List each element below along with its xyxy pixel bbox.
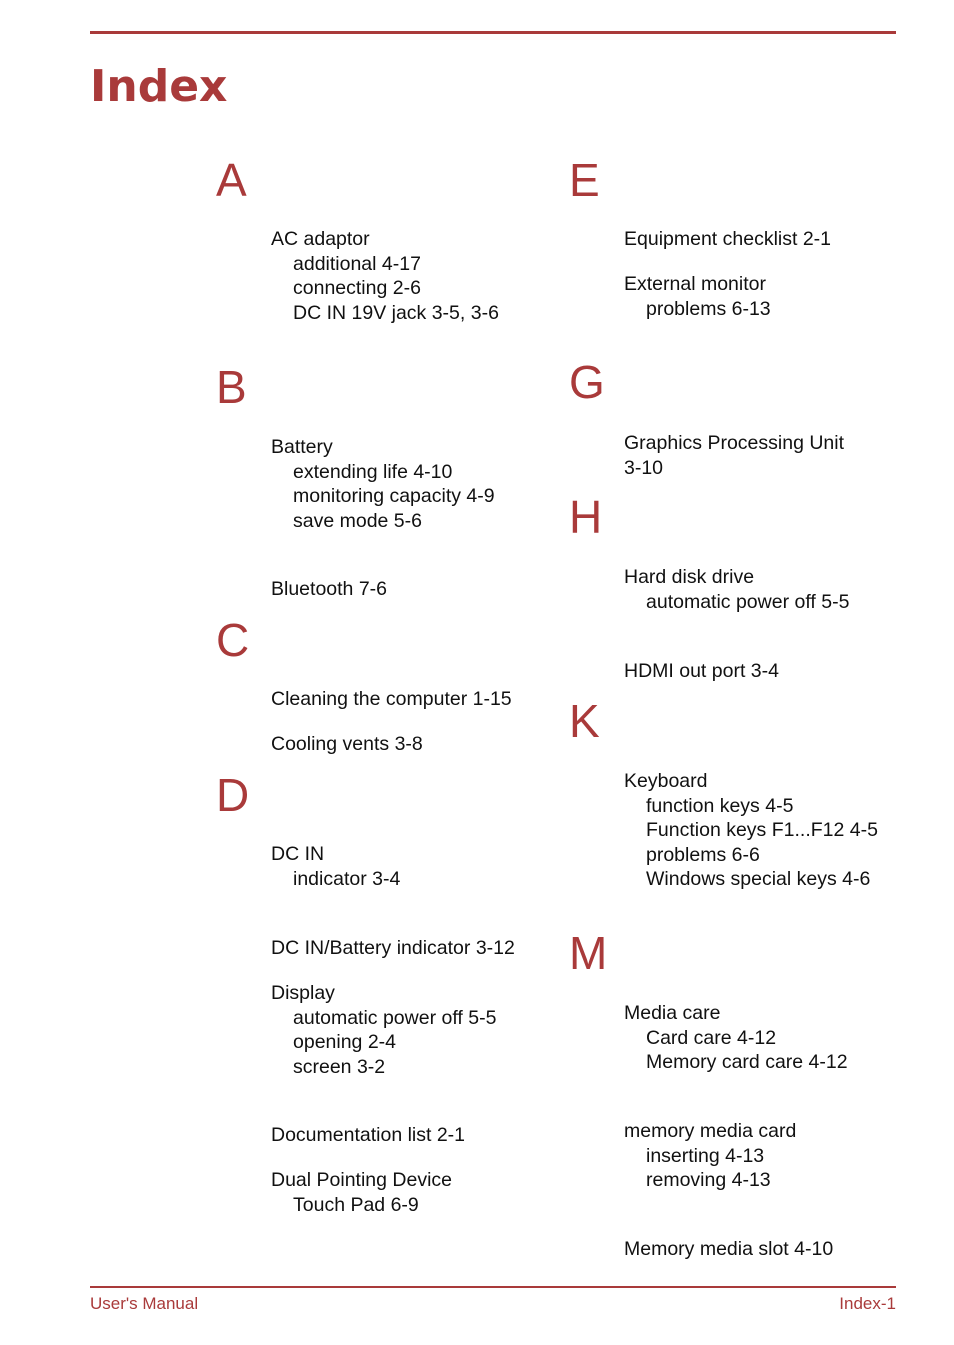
entry-subterm: save mode 5-6	[293, 509, 422, 532]
section-letter-c: C	[216, 614, 250, 666]
entry-subterm: indicator 3-4	[293, 867, 401, 890]
entry-ac-adaptor	[271, 227, 556, 325]
entry-subterm: function keys 4-5	[646, 794, 794, 817]
entry-subterm: Card care 4-12	[646, 1026, 777, 1049]
entry-subterm: Windows special keys 4-6	[646, 868, 871, 890]
entry-subterm: automatic power off 5-5	[646, 590, 850, 613]
section-letter-e: E	[569, 154, 600, 206]
entry-subterm: automatic power off 5-5	[293, 1006, 497, 1029]
entry-term: Equipment checklist 2-1	[624, 228, 832, 250]
entry-dual-pointing	[271, 1168, 556, 1217]
entry-documentation	[271, 1123, 556, 1148]
entry-subterm: DC IN 19V jack 3-5, 3-6	[293, 301, 499, 324]
footer-page-number: Index-1	[839, 1294, 896, 1313]
entry-keyboard	[624, 769, 909, 892]
entry-term-continued: 3-10	[624, 456, 664, 479]
entry-subterm: connecting 2-6	[293, 277, 421, 299]
entry-dc-in-battery	[271, 936, 556, 961]
entry-memory-media-slot	[624, 1237, 909, 1262]
entry-memory-media-card	[624, 1119, 909, 1193]
section-letter-b: B	[216, 361, 247, 413]
entry-gpu	[624, 431, 909, 480]
top-rule	[90, 31, 896, 34]
entry-term: Bluetooth 7-6	[271, 578, 388, 600]
entry-subterm: removing 4-13	[646, 1169, 771, 1191]
entry-subterm: monitoring capacity 4-9	[293, 485, 495, 507]
entry-cooling-vents	[271, 732, 556, 757]
entry-subterm: Memory card care 4-12	[646, 1051, 848, 1073]
section-letter-h: H	[569, 491, 603, 543]
entry-subterm: problems 6-6	[646, 843, 760, 866]
entry-subterm: inserting 4-13	[646, 1144, 765, 1167]
bottom-rule	[90, 1286, 896, 1288]
entry-term: Hard disk drive	[624, 566, 755, 588]
entry-term: Battery	[271, 436, 333, 458]
section-letter-m: M	[569, 927, 608, 979]
entry-term: HDMI out port 3-4	[624, 660, 779, 682]
entry-external-monitor	[624, 272, 909, 321]
entry-equipment	[624, 227, 909, 252]
entry-term: Memory media slot 4-10	[624, 1238, 834, 1260]
entry-subterm: extending life 4-10	[293, 460, 453, 483]
entry-term: Documentation list 2-1	[271, 1124, 466, 1146]
entry-term: Dual Pointing Device	[271, 1169, 453, 1191]
page-title: Index	[90, 61, 228, 112]
entry-term: Media care	[624, 1002, 721, 1024]
entry-term: memory media card	[624, 1120, 797, 1142]
entry-subterm: Function keys F1...F12 4-5	[646, 819, 878, 841]
entry-term: Cooling vents 3-8	[271, 733, 423, 755]
section-letter-k: K	[569, 695, 600, 747]
entry-bluetooth	[271, 577, 556, 602]
entry-subterm: opening 2-4	[293, 1031, 397, 1053]
entry-subterm: Touch Pad 6-9	[293, 1193, 419, 1216]
entry-media-care	[624, 1001, 909, 1075]
entry-term: DC IN	[271, 843, 325, 865]
section-letter-d: D	[216, 769, 250, 821]
entry-subterm: additional 4-17	[293, 252, 421, 275]
entry-term: External monitor	[624, 273, 766, 295]
entry-hdmi	[624, 659, 909, 684]
entry-cleaning	[271, 687, 556, 712]
entry-term: DC IN/Battery indicator 3-12	[271, 937, 515, 959]
entry-subterm: screen 3-2	[293, 1055, 386, 1078]
section-letter-g: G	[569, 356, 605, 408]
entry-term: Display	[271, 982, 335, 1004]
entry-term: Graphics Processing Unit	[624, 432, 845, 454]
entry-dc-in	[271, 842, 556, 891]
entry-term: AC adaptor	[271, 228, 370, 250]
section-letter-a: A	[216, 154, 247, 206]
entry-term: Keyboard	[624, 770, 708, 792]
entry-display	[271, 981, 556, 1079]
entry-battery	[271, 435, 556, 533]
entry-subterm: problems 6-13	[646, 297, 771, 320]
footer-manual-title: User's Manual	[90, 1294, 199, 1313]
entry-hard-disk	[624, 565, 909, 614]
entry-term: Cleaning the computer 1-15	[271, 688, 512, 710]
